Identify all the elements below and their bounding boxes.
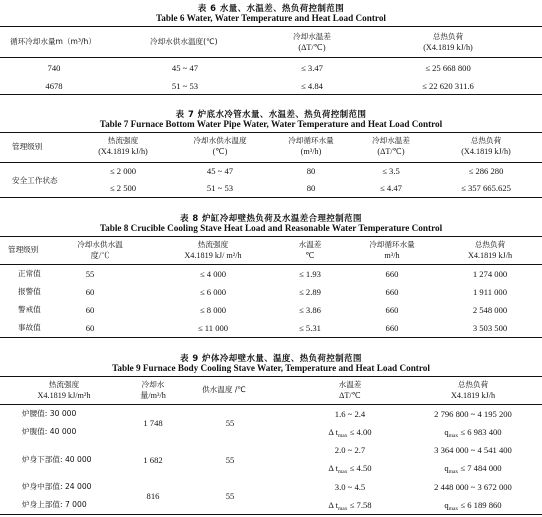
table6-title-cn: 表 6 水量、水温差、热负荷控制范围 bbox=[197, 3, 345, 13]
table8-header-flow: 冷却循环水量 bbox=[369, 240, 415, 249]
table-cell: ≤ 4 000 bbox=[199, 269, 227, 279]
table9-header-temp: 供水温度 /℃ bbox=[202, 385, 246, 394]
table-cell: 3.0 ~ 4.5 bbox=[334, 482, 366, 492]
table-cell: ≤ 2 000 bbox=[109, 166, 137, 176]
table9-top-rule bbox=[0, 376, 542, 377]
table-cell: 55 bbox=[225, 491, 235, 501]
table-cell: 2 448 000 ~ 3 672 000 bbox=[434, 482, 512, 492]
table7-title-en: Table 7 Furnace Bottom Water Pipe Water, Water Temperature and Heat Load Control bbox=[99, 119, 443, 129]
table-cell: Δ $t_{max} \le 4.50$ bbox=[328, 463, 372, 475]
table-cell: 1 748 bbox=[143, 418, 163, 428]
table-cell: 2 796 800 ~ 4 195 200 bbox=[434, 409, 512, 419]
table7-header-flux: 热流强度 bbox=[107, 136, 139, 145]
table-cell: Δ $t_{max} \le 7.58$ bbox=[328, 500, 372, 512]
table6-bottom-rule bbox=[0, 94, 542, 95]
table-cell: ≤ 4.47 bbox=[380, 183, 402, 193]
table-cell: 1.6 ~ 2.4 bbox=[334, 409, 366, 419]
table-cell: 报警值 bbox=[18, 287, 41, 296]
table-cell: 1 274 000 bbox=[472, 269, 508, 279]
table-cell: ≤ 4.84 bbox=[301, 81, 323, 91]
table8-header-load: 总热负荷 bbox=[474, 240, 506, 249]
table7-header-level: 管理级别 bbox=[12, 142, 43, 151]
table8-header-temp: 冷却水供水温 bbox=[77, 240, 123, 249]
table7-header-load: 总热负荷 bbox=[470, 136, 502, 145]
table-cell: ≤ 357 665.625 bbox=[461, 183, 511, 193]
table-cell: 45 ~ 47 bbox=[206, 166, 234, 176]
table9-header-flux-unit: X4.1819 kJ/m²h bbox=[37, 391, 91, 400]
table6-header-temp: 冷却水供水温度(℃) bbox=[150, 37, 218, 46]
table-cell: 1 682 bbox=[143, 455, 163, 465]
table-cell: 45 ~ 47 bbox=[171, 63, 199, 73]
table-cell: 55 bbox=[225, 455, 235, 465]
table-cell: 660 bbox=[385, 323, 399, 333]
table8-header-dt-unit: ℃ bbox=[305, 251, 315, 260]
table8-header-temp-unit: 度/℃ bbox=[90, 251, 110, 260]
table7-header-load-unit: (X4.1819 kJ/h) bbox=[461, 147, 511, 156]
table-cell: 660 bbox=[385, 269, 399, 279]
table8-header-flux-unit: X4.1819 kJ/ m²/h bbox=[184, 251, 242, 260]
table-cell: 正常值 bbox=[18, 269, 41, 278]
table9-title-en: Table 9 Furnace Body Cooling Stave Water, Temperature and Heat Load Control bbox=[112, 363, 430, 373]
table-cell: ≤ 8 000 bbox=[199, 305, 227, 315]
table-cell: ≤ 286 280 bbox=[468, 166, 504, 176]
table-cell: 55 bbox=[225, 418, 235, 428]
table-cell: 80 bbox=[306, 166, 316, 176]
table-cell: 80 bbox=[306, 183, 316, 193]
table7-header-temp-unit: (℃) bbox=[212, 147, 228, 156]
table-cell: 炉身上部值: 7 000 bbox=[22, 500, 87, 509]
table9-header-rule bbox=[0, 404, 542, 405]
table8-top-rule bbox=[0, 236, 542, 237]
table6-header-dt-unit: (ΔT/℃) bbox=[298, 43, 326, 52]
table9-header-dt: 水温差 bbox=[338, 380, 362, 389]
table-cell: 2 548 000 bbox=[472, 305, 508, 315]
table-cell: ≤ 3.47 bbox=[301, 63, 323, 73]
table-cell: ≤ 3.86 bbox=[299, 305, 321, 315]
table6-title-en: Table 6 Water, Water Temperature and Heat Load Control bbox=[156, 13, 386, 23]
table9-bottom-rule bbox=[0, 514, 542, 515]
table-cell: 55 bbox=[85, 269, 95, 279]
table9-header-load: 总热负荷 bbox=[457, 380, 489, 389]
table-cell: 660 bbox=[385, 305, 399, 315]
table6-header-flow: 循环冷却水量m（m³/h） bbox=[10, 37, 96, 46]
table7-header-temp: 冷却水供水温度 bbox=[193, 136, 247, 145]
table8-header-rule bbox=[0, 264, 542, 265]
table-cell: 60 bbox=[85, 287, 95, 297]
table-cell: Δ $t_{max} \le 4.00$ bbox=[328, 427, 372, 439]
table-cell: 安全工作状态 bbox=[12, 176, 58, 185]
table-cell: ≤ 11 000 bbox=[197, 323, 229, 333]
table-cell: 事故值 bbox=[18, 323, 41, 332]
table-cell: ≤ 3.5 bbox=[382, 166, 400, 176]
table8-header-flow-unit: m³/h bbox=[384, 251, 400, 260]
table-cell: 2.0 ~ 2.7 bbox=[334, 445, 366, 455]
table9-header-flow-unit: 量/m³/h bbox=[140, 391, 166, 400]
table8-bottom-rule bbox=[0, 337, 542, 338]
table6-header-rule bbox=[0, 57, 542, 58]
table-cell: 740 bbox=[47, 63, 61, 73]
table8-title-en: Table 8 Crucible Cooling Stave Heat Load and Reasonable Water Temperature Control bbox=[99, 223, 443, 233]
table9-header-dt-unit: ΔT/℃ bbox=[339, 391, 361, 400]
table-cell: 警戒值 bbox=[18, 305, 41, 314]
table8-header-load-unit: X4.1819 kJ/h bbox=[467, 251, 513, 260]
table8-header-flux: 热流强度 bbox=[197, 240, 229, 249]
table-cell: ≤ 6 000 bbox=[199, 287, 227, 297]
table-cell: ≤ 1.93 bbox=[299, 269, 321, 279]
table-cell: 660 bbox=[385, 287, 399, 297]
table8-header-dt: 水温差 bbox=[298, 240, 322, 249]
table-cell: 炉腹值: 40 000 bbox=[22, 427, 77, 436]
table-cell: 3 503 500 bbox=[472, 323, 508, 333]
table-cell: ≤ 2 500 bbox=[109, 183, 137, 193]
table7-top-rule bbox=[0, 132, 542, 133]
table-cell: 炉身下部值: 40 000 bbox=[22, 455, 92, 464]
table-cell: $q_{max} \le 6$ 189 860 bbox=[444, 500, 502, 512]
table-cell: 816 bbox=[146, 491, 160, 501]
table-cell: 51 ~ 53 bbox=[206, 183, 234, 193]
table9-header-flux: 热流强度 bbox=[48, 380, 80, 389]
table-cell: 51 ~ 53 bbox=[171, 81, 199, 91]
table-cell: 60 bbox=[85, 323, 95, 333]
table-cell: $q_{max} \le 7$ 484 000 bbox=[444, 463, 502, 475]
table-cell: 3 364 000 ~ 4 541 400 bbox=[434, 445, 512, 455]
table7-header-dt-unit: (ΔT/℃) bbox=[377, 147, 405, 156]
table7-header-flow: 冷却循环水量 bbox=[288, 136, 334, 145]
table9-title-cn: 表 9 炉体冷却壁水量、温度、热负荷控制范围 bbox=[180, 353, 362, 363]
table8-header-level: 管理级别 bbox=[8, 245, 39, 254]
table7-header-rule bbox=[0, 162, 542, 163]
table9-header-load-unit: X4.1819 kJ/h bbox=[450, 391, 496, 400]
table-cell: 炉腰值: 30 000 bbox=[22, 409, 77, 418]
table6-top-rule bbox=[0, 26, 542, 27]
table9-header-flow: 冷却水 bbox=[141, 380, 165, 389]
table6-header-load: 总热负荷 bbox=[432, 32, 464, 41]
table6-header-load-unit: (X4.1819 kJ/h) bbox=[423, 43, 473, 52]
table-cell: 1 911 000 bbox=[472, 287, 508, 297]
table-cell: 炉身中部值: 24 000 bbox=[22, 482, 92, 491]
table7-header-dt: 冷却水温差 bbox=[372, 136, 410, 145]
table-cell: 60 bbox=[85, 305, 95, 315]
table8-title-cn: 表 8 炉缸冷却壁热负荷及水温差合理控制范围 bbox=[180, 213, 362, 223]
table7-title-cn: 表 7 炉底水冷管水量、水温差、热负荷控制范围 bbox=[175, 109, 367, 119]
table7-bottom-rule bbox=[0, 197, 542, 198]
table-cell: ≤ 2.89 bbox=[299, 287, 321, 297]
table7-header-flow-unit: (m³/h) bbox=[300, 147, 322, 156]
table6-header-dt: 冷却水温差 bbox=[293, 32, 331, 41]
table-cell: ≤ 25 668 800 bbox=[425, 63, 471, 73]
table-cell: ≤ 22 620 311.6 bbox=[422, 81, 474, 91]
table-cell: 4678 bbox=[45, 81, 63, 91]
table7-header-flux-unit: (X4.1819 kJ/h) bbox=[98, 147, 148, 156]
table-cell: ≤ 5.31 bbox=[299, 323, 321, 333]
table-cell: $q_{max} \le 6$ 983 400 bbox=[444, 427, 502, 439]
